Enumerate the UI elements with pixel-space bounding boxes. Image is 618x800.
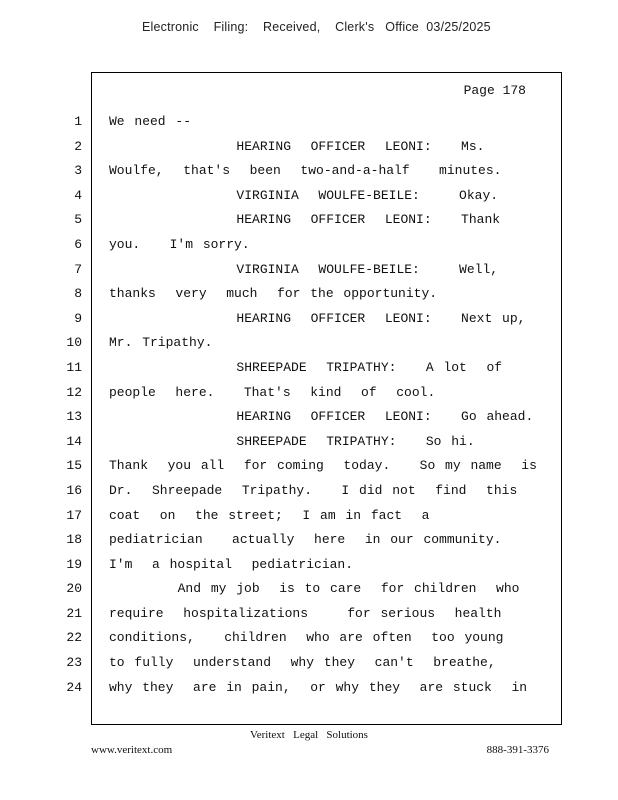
line-number: 23 [66, 655, 82, 671]
line-number: 21 [66, 605, 82, 621]
line-number: 19 [66, 556, 82, 572]
transcript-line: conditions, children who are often too young [109, 630, 504, 646]
transcript-line: HEARING OFFICER LEONI: Ms. [109, 138, 485, 154]
line-number: 24 [66, 679, 82, 695]
line-number: 13 [66, 409, 82, 425]
line-number: 6 [74, 236, 82, 252]
transcript-line: SHREEPADE TRIPATHY: So hi. [109, 433, 475, 449]
line-number: 5 [74, 212, 82, 228]
line-number-column [62, 110, 82, 700]
transcript-line: why they are in pain, or why they are stuck in [109, 679, 528, 695]
footer-company: Veritext Legal Solutions [250, 729, 368, 741]
line-number: 12 [66, 384, 82, 400]
line-number: 2 [74, 138, 82, 154]
transcript-line: people here. That's kind of cool. [109, 384, 436, 400]
line-number: 9 [74, 310, 82, 326]
transcript-line: HEARING OFFICER LEONI: Go ahead. [109, 409, 534, 425]
transcript-line: thanks very much for the opportunity. [109, 286, 438, 302]
transcript-line: require hospitalizations for serious health [109, 605, 502, 621]
line-number: 3 [74, 163, 82, 179]
line-number: 15 [66, 458, 82, 474]
transcript-line: VIRGINIA WOULFE-BEILE: Well, [109, 261, 499, 277]
line-number: 7 [74, 261, 82, 277]
filing-header: Electronic Filing: Received, Clerk's Office 03/25/2025 [142, 20, 491, 34]
footer-phone: 888-391-3376 [486, 744, 549, 756]
transcript-line: HEARING OFFICER LEONI: Next up, [109, 310, 526, 326]
line-number: 20 [66, 581, 82, 597]
line-number: 11 [66, 359, 82, 375]
transcript-line: you. I'm sorry. [109, 236, 250, 252]
transcript-line: to fully understand why they can't breathe, [109, 655, 496, 671]
line-number: 14 [66, 433, 82, 449]
transcript-line: Woulfe, that's been two-and-a-half minutes. [109, 163, 502, 179]
page-number: Page 178 [463, 83, 526, 98]
line-number: 16 [66, 482, 82, 498]
transcript-line: Mr. Tripathy. [109, 335, 213, 351]
transcript-line: SHREEPADE TRIPATHY: A lot of [109, 359, 503, 375]
line-number: 8 [74, 286, 82, 302]
line-number: 10 [66, 335, 82, 351]
transcript-line: We need -- [109, 114, 192, 129]
transcript-line: coat on the street; I am in fact a [109, 507, 430, 523]
transcript-line: I'm a hospital pediatrician. [109, 556, 354, 572]
transcript-line: pediatrician actually here in our community. [109, 532, 502, 548]
transcript-line: HEARING OFFICER LEONI: Thank [109, 212, 501, 228]
transcript-line: VIRGINIA WOULFE-BEILE: Okay. [109, 187, 499, 203]
transcript-line: Dr. Shreepade Tripathy. I did not find this [109, 482, 518, 498]
line-number: 18 [66, 532, 82, 548]
transcript-text-column [109, 110, 549, 700]
line-number: 4 [74, 187, 82, 203]
line-number: 22 [66, 630, 82, 646]
transcript-line: Thank you all for coming today. So my name is [109, 458, 537, 474]
transcript-line: And my job is to care for children who [109, 581, 520, 597]
line-number: 1 [74, 114, 82, 129]
footer-website: www.veritext.com [91, 744, 173, 756]
line-number: 17 [66, 507, 82, 523]
